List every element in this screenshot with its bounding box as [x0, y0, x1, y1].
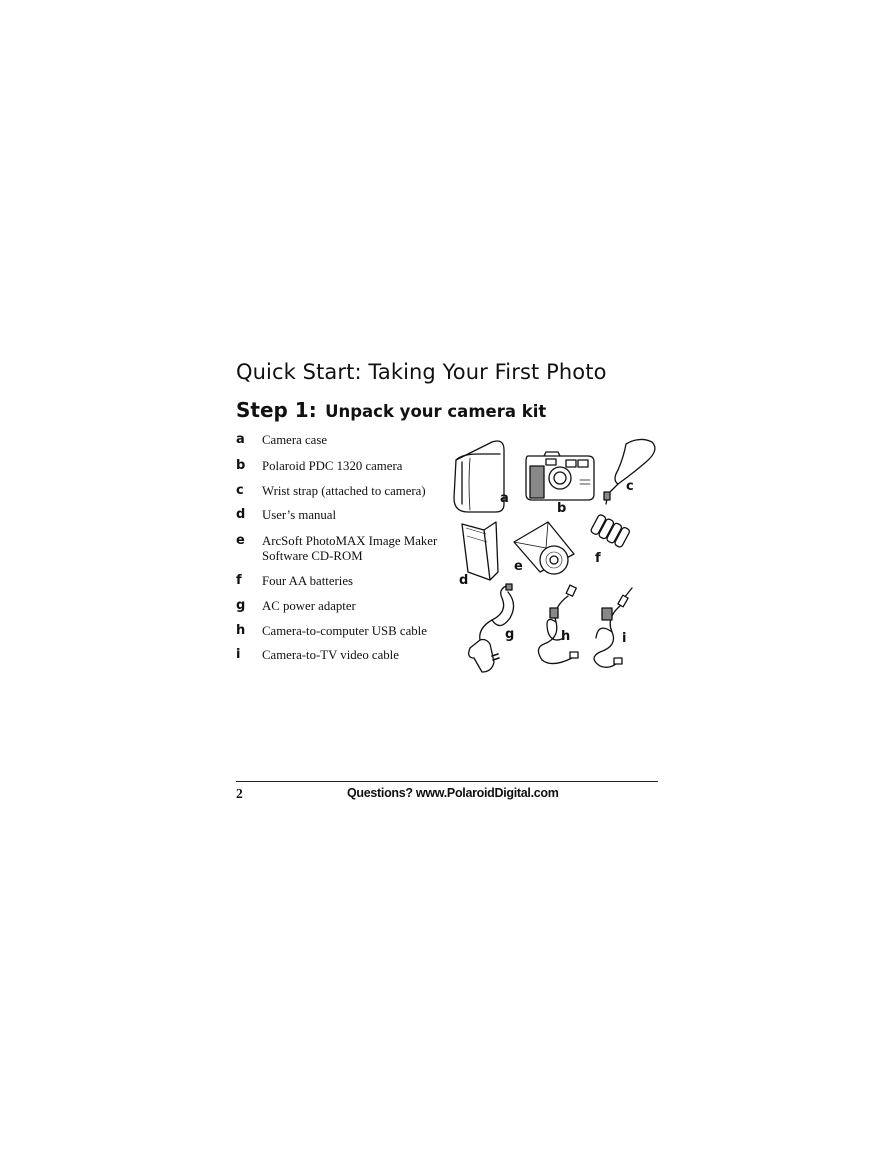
callout-f: f — [595, 551, 601, 566]
item-text: User’s manual — [262, 508, 337, 522]
footer-rule — [236, 781, 658, 782]
item-letter: d — [236, 507, 246, 522]
item-text: AC power adapter — [262, 599, 356, 613]
camera-case-icon — [454, 441, 504, 512]
callout-b: b — [557, 501, 567, 516]
video-cable-icon — [594, 588, 632, 667]
item-letter: c — [236, 483, 244, 498]
callout-g: g — [505, 627, 515, 642]
usb-cable-icon — [538, 585, 578, 663]
item-text: Wrist strap (attached to camera) — [262, 484, 426, 498]
item-letter: f — [236, 573, 242, 588]
callout-i: i — [622, 631, 627, 646]
step-heading — [236, 395, 546, 423]
cd-rom-icon — [514, 522, 574, 574]
step-description: Unpack your camera kit — [325, 402, 547, 421]
users-manual-icon — [462, 522, 498, 580]
item-letter: a — [236, 432, 245, 447]
footer-questions-text: Questions? www.PolaroidDigital.com — [347, 786, 559, 800]
callout-d: d — [459, 573, 469, 588]
kit-illustration — [448, 432, 660, 680]
item-text: Camera case — [262, 433, 328, 447]
item-text: ArcSoft PhotoMAX Image Maker Software CD-ROM — [262, 534, 438, 563]
item-text: Four AA batteries — [262, 574, 353, 588]
page-title: Quick Start: Taking Your First Photo — [236, 360, 607, 384]
step-number: Step 1: — [236, 398, 317, 422]
page-number: 2 — [236, 786, 243, 801]
item-text: Camera-to-TV video cable — [262, 648, 399, 662]
callout-h: h — [561, 629, 571, 644]
callout-e: e — [514, 559, 523, 574]
callout-c: c — [626, 479, 634, 494]
item-letter: g — [236, 598, 246, 613]
item-text: Camera-to-computer USB cable — [262, 624, 427, 638]
batteries-icon — [590, 514, 630, 548]
item-letter: i — [236, 647, 241, 662]
camera-icon — [526, 452, 594, 500]
callout-a: a — [500, 491, 509, 506]
item-letter: b — [236, 458, 246, 473]
item-letter: h — [236, 623, 246, 638]
item-letter: e — [236, 533, 245, 548]
item-text: Polaroid PDC 1320 camera — [262, 459, 403, 473]
wrist-strap-icon — [604, 439, 655, 504]
